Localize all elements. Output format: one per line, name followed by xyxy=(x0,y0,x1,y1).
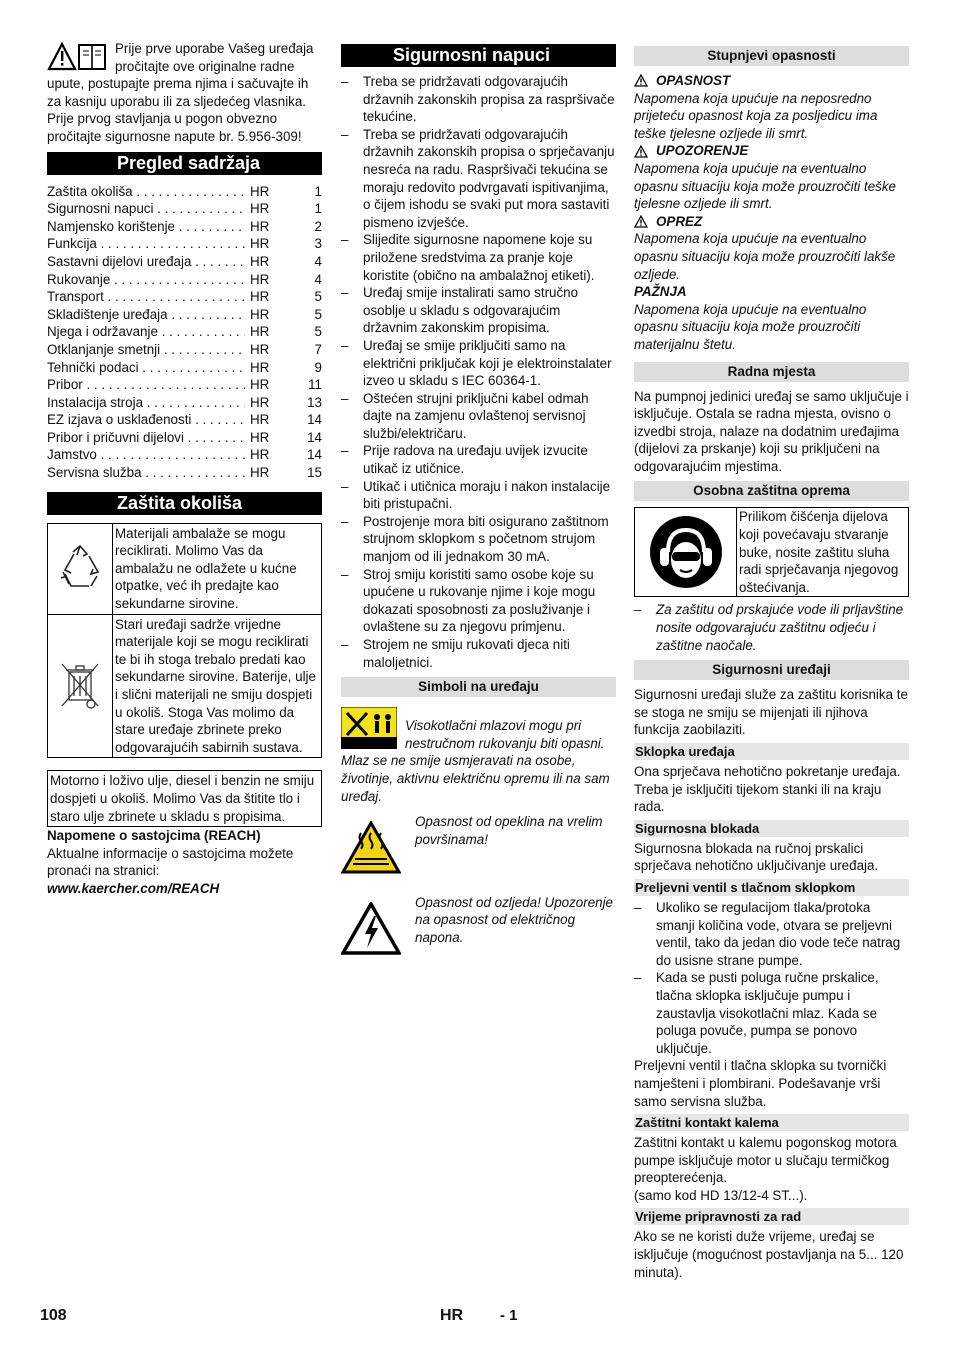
overflow-bullet: – Ukoliko se regulacijom tlaka/protoka smanji količina vode, otvara se preljevni ventil, tako da jedan dio vode teče natrag do usisne strane pumpe. xyxy=(634,899,909,969)
danger-heading xyxy=(634,72,909,90)
toc-entry-lang: HR xyxy=(245,341,285,359)
toc-entry-lang: HR xyxy=(245,218,285,236)
toc-row[interactable] xyxy=(47,359,322,377)
electric-hazard-icon xyxy=(341,894,407,961)
toc-entry-page: 15 xyxy=(307,465,322,481)
safety-title: Sigurnosni napuci xyxy=(341,44,616,67)
attention-text: Napomena koja upućuje na eventualno opasnu situaciju koja može prouzročiti materijalnu štetu. xyxy=(634,301,867,352)
page-number: 108 xyxy=(40,1307,67,1324)
ppe-title: Osobna zaštitna oprema xyxy=(634,481,909,501)
safety-bullet-text: Stroj smiju koristiti samo osobe koje su upućene u rukovanje njime i koje mogu dokazati sposobnosti za posluživanje i ovlaštene su za njegovu primjenu. xyxy=(363,566,596,635)
sym-hot-text: Opasnost od opeklina na vrelim površinama! xyxy=(415,814,603,847)
safety-devices-title: Sigurnosni uređaji xyxy=(634,660,909,680)
reach-url[interactable]: www.kaercher.com/REACH xyxy=(47,880,220,896)
env-recycling-text: Materijali ambalaže se mogu reciklirati. Molimo Vas da ambalažu ne odlažete u kućne otpatke, već ih predajte kao sekundarne sirovine. xyxy=(115,525,297,612)
toc-entry-page: 1 xyxy=(314,201,322,217)
toc-entry-page: 1 xyxy=(314,183,322,199)
toc-title: Pregled sadržaja xyxy=(47,152,322,175)
workplace-text: Na pumpnoj jedinici uređaj se samo uključuje i isključuje. Ostala se radna mjesta, ovisno o izvedbi stroja, nalaze na dodatnim uređajima (dijelovi za prskanje) koji su priključeni na odgovarajućim mjestima. xyxy=(634,388,909,474)
column-left xyxy=(47,40,322,898)
sym-jet-text: Visokotlačni mlazovi mogu pri nestručnom rukovanju biti opasni. Mlaz se ne smije usmjeravati na osobe, životinje, aktivnu električnu opremu ili na sam uređaj. xyxy=(341,718,610,804)
toc-row[interactable] xyxy=(47,411,322,429)
toc-row[interactable] xyxy=(47,323,322,341)
warning-label: UPOZORENJE xyxy=(656,143,749,159)
toc-entry-page: 5 xyxy=(314,289,322,305)
toc-entry-lang: HR xyxy=(245,464,285,482)
toc-entry-page: 2 xyxy=(314,218,322,234)
switch-title: Sklopka uređaja xyxy=(634,743,909,760)
warning-triangle-icon xyxy=(634,145,648,158)
safety-bullet-text: Uređaj smije instalirati samo stručno osoblje u skladu s odgovarajućim državnim zakonskim propisima. xyxy=(363,285,579,336)
caution-heading xyxy=(634,213,909,231)
standby-text: Ako se ne koristi duže vrijeme, uređaj se isključuje (mogućnost postavljanja na 5... 120 minuta). xyxy=(634,1229,904,1280)
toc-entry-lang: HR xyxy=(245,429,285,447)
safety-bullet-text: Treba se pridržavati odgovarajućih državnih zakonskih propisa za raspršivače tekućine. xyxy=(363,74,615,125)
reach-text: Aktualne informacije o sastojcima možete pronaći na stranici: xyxy=(47,845,294,879)
safety-bullet-text: Prije radova na uređaju uvijek izvucite utikač iz utičnice. xyxy=(363,443,588,477)
intro-block xyxy=(47,40,322,146)
warning-triangle-icon xyxy=(634,215,648,228)
toc-row[interactable] xyxy=(47,446,322,464)
jet-warning-label-icon xyxy=(341,707,397,749)
toc-row[interactable] xyxy=(47,306,322,324)
thermal-contact-text: Zaštitni kontakt u kalemu pogonskog motora pumpe isključuje motor u slučaju termičkog preopterećenja. xyxy=(634,1135,897,1186)
toc-entry-lang: HR xyxy=(245,271,285,289)
switch-text: Ona sprječava nehotično pokretanje uređaja. Treba je isključiti tijekom stanki ili na kraju rada. xyxy=(634,764,901,815)
toc-entry-lang: HR xyxy=(245,323,285,341)
toc-entry-page: 14 xyxy=(307,429,322,445)
toc-entry-name: Namjensko korištenje . . . xyxy=(47,218,245,236)
toc-row[interactable] xyxy=(47,464,322,482)
overflow-bullet-text: Ukoliko se regulacijom tlaka/protoka smanji količina vode, otvara se preljevni ventil, tako da jedan dio vode teče natrag do usisne strane pumpe. xyxy=(656,899,901,968)
intro-paragraph-1: Prije prve uporabe Vašeg uređaja pročitajte ove originalne radne upute, postupajte prema njima i sačuvajte ih za kasniju uporabu ili za sljedećeg vlasnika. xyxy=(47,41,314,109)
safety-devices-text: Sigurnosni uređaji služe za zaštitu korisnika te se stoga ne smiju se mijenjati ili njihova funkcija zaobilaziti. xyxy=(634,687,908,738)
toc-entry-name: Jamstvo . . . xyxy=(47,446,245,464)
toc-entry-page: 7 xyxy=(314,341,322,357)
toc-entry-lang: HR xyxy=(245,394,285,412)
toc-entry-name: EZ izjava o usklađenosti . . . xyxy=(47,411,245,429)
overflow-bullet-text: Kada se pusti poluga ručne prskalice, tlačna sklopka isključuje pumpu i zaustavlja visokotlačni mlaz. Kada se poluga povuče, pumpa se ponovo uključuje. xyxy=(656,970,879,1056)
toc-entry-name: Instalacija stroja . . . xyxy=(47,394,245,412)
caution-label: OPREZ xyxy=(656,213,703,229)
env-weee-text: Stari uređaji sadrže vrijedne materijale koji se mogu reciklirati te bi ih stoga trebalo predati kao sekundarne sirovine. Baterije, ulje i slični materijali ne smiju dospjeti u okoliš. Stoga Vas molimo da stare uređaje zbrinete preko odgovarajućih sabirnih sustava. xyxy=(115,616,316,755)
ppe-text: Prilikom čišćenja dijelova koji povećavaju stvaranje buke, nosite zaštitu sluha radi sprječavanja njegovog oštećivanja. xyxy=(739,509,899,595)
reach-title: Napomene o sastojcima (REACH) xyxy=(47,828,261,844)
toc-entry-name: Tehnički podaci . . . xyxy=(47,359,245,377)
ppe-bullet-text: Za zaštitu od prskajuće vode ili prljavštine nosite odgovarajuću zaštitnu odjeću i zaštitne naočale. xyxy=(656,602,904,653)
toc-entry-name: Rukovanje . . . xyxy=(47,271,245,289)
toc-entry-lang: HR xyxy=(245,359,285,377)
toc-entry-lang: HR xyxy=(245,288,285,306)
column-middle xyxy=(341,40,616,966)
safety-bullet: – Prije radova na uređaju uvijek izvucite utikač iz utičnice. xyxy=(341,442,616,477)
toc-entry-lang: HR xyxy=(245,183,285,201)
environment-table xyxy=(47,523,322,759)
table-of-contents xyxy=(47,183,322,482)
toc-row[interactable] xyxy=(47,271,322,289)
oil-notice-box: Motorno i loživo ulje, diesel i benzin ne smiju dospjeti u okoliš. Molimo Vas da štitite tlo i staro ulje zbrinete u skladu s propisima. xyxy=(47,770,322,827)
safety-bullet: – Utikač i utičnica moraju i nakon instalacije biti pristupačni. xyxy=(341,478,616,513)
toc-entry-lang: HR xyxy=(245,411,285,429)
toc-entry-name: Sastavni dijelovi uređaja . . . xyxy=(47,253,245,271)
danger-text: Napomena koja upućuje na neposredno prijeteću opasnost koja za posljedicu ima teške tjelesne ozljede ili smrt. xyxy=(634,90,878,141)
env-row-weee xyxy=(48,615,321,758)
ppe-bullet: – Za zaštitu od prskajuće vode ili prljavštine nosite odgovarajuću zaštitnu odjeću i zaštitne naočale. xyxy=(634,601,909,654)
toc-entry-page: 14 xyxy=(307,412,322,428)
ear-eye-protection-icon xyxy=(635,508,737,596)
toc-entry-page: 3 xyxy=(314,236,322,252)
workplace-title: Radna mjesta xyxy=(634,362,909,382)
intro-paragraph-2: Prije prvog stavljanja u pogon obvezno pročitajte sigurnosne napute br. 5.956-309! xyxy=(47,111,302,144)
sym-elec-text: Opasnost od ozljeda! Upozorenje na opasnost od električnog napona. xyxy=(415,894,614,945)
toc-entry-lang: HR xyxy=(245,253,285,271)
warning-text: Napomena koja upućuje na eventualno opasnu situaciju koja može prouzročiti teške tjelesne ozljede ili smrt. xyxy=(634,160,896,212)
warning-manual-icons xyxy=(47,42,109,74)
environment-title: Zaštita okoliša xyxy=(47,492,322,515)
safety-bullet-text: Treba se pridržavati odgovarajućih državnih zakonskih propisa o sprječavanju nesreća na radu. Raspršivači tekućina se moraju redovito podvrgavati ispitivanjima, o čijem ishodu se svaki put mora sastaviti pismeno izvješće. xyxy=(363,126,615,230)
toc-entry-page: 5 xyxy=(314,306,322,322)
lock-title: Sigurnosna blokada xyxy=(634,820,909,837)
safety-bullet-text: Strojem ne smiju rukovati djeca niti maloljetnici. xyxy=(363,637,570,670)
danger-label: OPASNOST xyxy=(656,73,731,88)
toc-row[interactable] xyxy=(47,235,322,253)
safety-bullet: – Treba se pridržavati odgovarajućih državnih zakonskih propisa za raspršivače tekućine. xyxy=(341,74,615,125)
toc-entry-name: Sigurnosni napuci . . . xyxy=(47,200,245,218)
toc-entry-name: Njega i održavanje . . . xyxy=(47,323,245,341)
overflow-text: Preljevni ventil i tlačna sklopka su tvornički namješteni i plombirani. Podešavanje vrši samo servisna služba. xyxy=(634,1058,887,1109)
ppe-box xyxy=(634,507,909,597)
toc-row[interactable] xyxy=(47,218,322,236)
toc-entry-name: Pribor . . . xyxy=(47,376,245,394)
thermal-contact-note: (samo kod HD 13/12-4 ST...). xyxy=(634,1187,808,1203)
toc-row[interactable] xyxy=(47,429,322,447)
toc-entry-page: 4 xyxy=(314,253,322,269)
safety-bullet: – Stroj smiju koristiti samo osobe koje su upućene u rukovanje njime i koje mogu dokazati sposobnosti za posluživanje i ovlaštene su za njegovu primjenu. xyxy=(341,566,616,636)
toc-entry-lang: HR xyxy=(245,306,285,324)
symbol-jet-block xyxy=(341,703,616,805)
footer-lang: HR xyxy=(440,1307,464,1324)
toc-entry-name: Funkcija . . . xyxy=(47,235,245,253)
recycling-icon xyxy=(48,524,113,614)
toc-entry-lang: HR xyxy=(245,446,285,464)
safety-bullet-text: Slijedite sigurnosne napomene koje su priložene sredstvima za pranje koje koristite (obično na ambalažnoj etiketi). xyxy=(363,232,595,283)
hazard-levels-title: Stupnjevi opasnosti xyxy=(634,46,909,66)
toc-row[interactable] xyxy=(47,200,322,218)
toc-entry-name: Zaštita okoliša . . . xyxy=(47,183,245,201)
toc-entry-page: 4 xyxy=(314,271,322,287)
toc-row[interactable] xyxy=(47,341,322,359)
toc-row[interactable] xyxy=(47,394,322,412)
env-row-recycling xyxy=(48,524,321,615)
attention-label: PAŽNJA xyxy=(634,284,687,300)
toc-row[interactable] xyxy=(47,253,322,271)
lock-text: Sigurnosna blokada na ručnoj prskalici sprječava nehotično uključivanje uređaja. xyxy=(634,840,879,874)
toc-entry-page: 13 xyxy=(307,394,322,410)
safety-bullet: – Uređaj smije instalirati samo stručno osoblje u skladu s odgovarajućim državnim zakonskim propisima. xyxy=(341,284,616,337)
overflow-bullet: – Kada se pusti poluga ručne prskalice, tlačna sklopka isključuje pumpu i zaustavlja visokotlačni mlaz. Kada se poluga povuče, pumpa se ponovo uključuje. xyxy=(634,969,909,1057)
safety-bullet: – Oštećen strujni priključni kabel odmah dajte na zamjenu ovlaštenoj servisnoj službi/električaru. xyxy=(341,390,616,443)
safety-bullet-text: Utikač i utičnica moraju i nakon instalacije biti pristupačni. xyxy=(363,478,611,512)
symbol-hot-block xyxy=(341,813,616,880)
thermal-contact-title: Zaštitni kontakt kalema xyxy=(634,1114,909,1131)
toc-entry-page: 11 xyxy=(308,377,322,393)
toc-entry-page: 14 xyxy=(307,447,322,463)
toc-entry-page: 9 xyxy=(314,359,322,375)
safety-bullet: – Uređaj se smije priključiti samo na električni priključak koji je elektroinstalater izveo u skladu s IEC 60364-1. xyxy=(341,337,616,390)
toc-entry-lang: HR xyxy=(245,200,285,218)
symbols-title: Simboli na uređaju xyxy=(341,677,616,697)
footer-sub: - 1 xyxy=(500,1307,518,1324)
toc-entry-name: Skladištenje uređaja . . . xyxy=(47,306,245,324)
overflow-valve-title: Preljevni ventil s tlačnom sklopkom xyxy=(634,879,909,896)
safety-bullet: – Treba se pridržavati odgovarajućih državnih zakonskih propisa o sprječavanju nesreća na radu. Raspršivači tekućina se moraju redovito podvrgavati ispitivanjima, o čijem ishodu se svaki put mora sastaviti pismeno izvješće. xyxy=(341,126,615,230)
safety-bullet: – Postrojenje mora biti osigurano zaštitnom strujnom sklopkom s početnom strujom manjom od ili jednakom 30 mA. xyxy=(341,513,616,566)
toc-entry-lang: HR xyxy=(245,235,285,253)
overflow-bullet-list xyxy=(634,899,909,1057)
crossed-bin-icon xyxy=(48,615,113,758)
toc-entry-name: Otklanjanje smetnji . . . xyxy=(47,341,245,359)
toc-entry-lang: HR xyxy=(245,376,285,394)
toc-row[interactable] xyxy=(47,288,322,306)
safety-bullet: – Strojem ne smiju rukovati djeca niti maloljetnici. xyxy=(341,636,616,671)
toc-entry-name: Pribor i pričuvni dijelovi . . . xyxy=(47,429,245,447)
symbol-electric-block xyxy=(341,894,616,961)
toc-row[interactable] xyxy=(47,183,322,201)
toc-row[interactable] xyxy=(47,376,322,394)
column-right xyxy=(634,40,909,1281)
warning-heading xyxy=(634,142,909,160)
safety-bullet-text: Uređaj se smije priključiti samo na električni priključak koji je elektroinstalater izveo u skladu s IEC 60364-1. xyxy=(363,337,612,389)
toc-entry-page: 5 xyxy=(314,324,322,340)
safety-bullet-text: Oštećen strujni priključni kabel odmah dajte na zamjenu ovlaštenoj servisnoj službi/električaru. xyxy=(363,390,589,441)
safety-bullet-list xyxy=(341,73,616,671)
warning-triangle-icon xyxy=(634,74,648,87)
toc-entry-name: Servisna služba . . . xyxy=(47,464,245,482)
safety-bullet-text: Postrojenje mora biti osigurano zaštitnom strujnom sklopkom s početnom strujom manjom od ili jednakom 30 mA. xyxy=(363,513,609,565)
caution-text: Napomena koja upućuje na eventualno opasnu situaciju koja može prouzročiti lakše ozljede. xyxy=(634,231,896,282)
safety-bullet: – Slijedite sigurnosne napomene koje su priložene sredstvima za pranje koje koristite (obično na ambalažnoj etiketi). xyxy=(341,231,616,284)
hot-surface-icon xyxy=(341,813,407,880)
toc-entry-name: Transport . . . xyxy=(47,288,245,306)
standby-title: Vrijeme pripravnosti za rad xyxy=(634,1208,909,1225)
